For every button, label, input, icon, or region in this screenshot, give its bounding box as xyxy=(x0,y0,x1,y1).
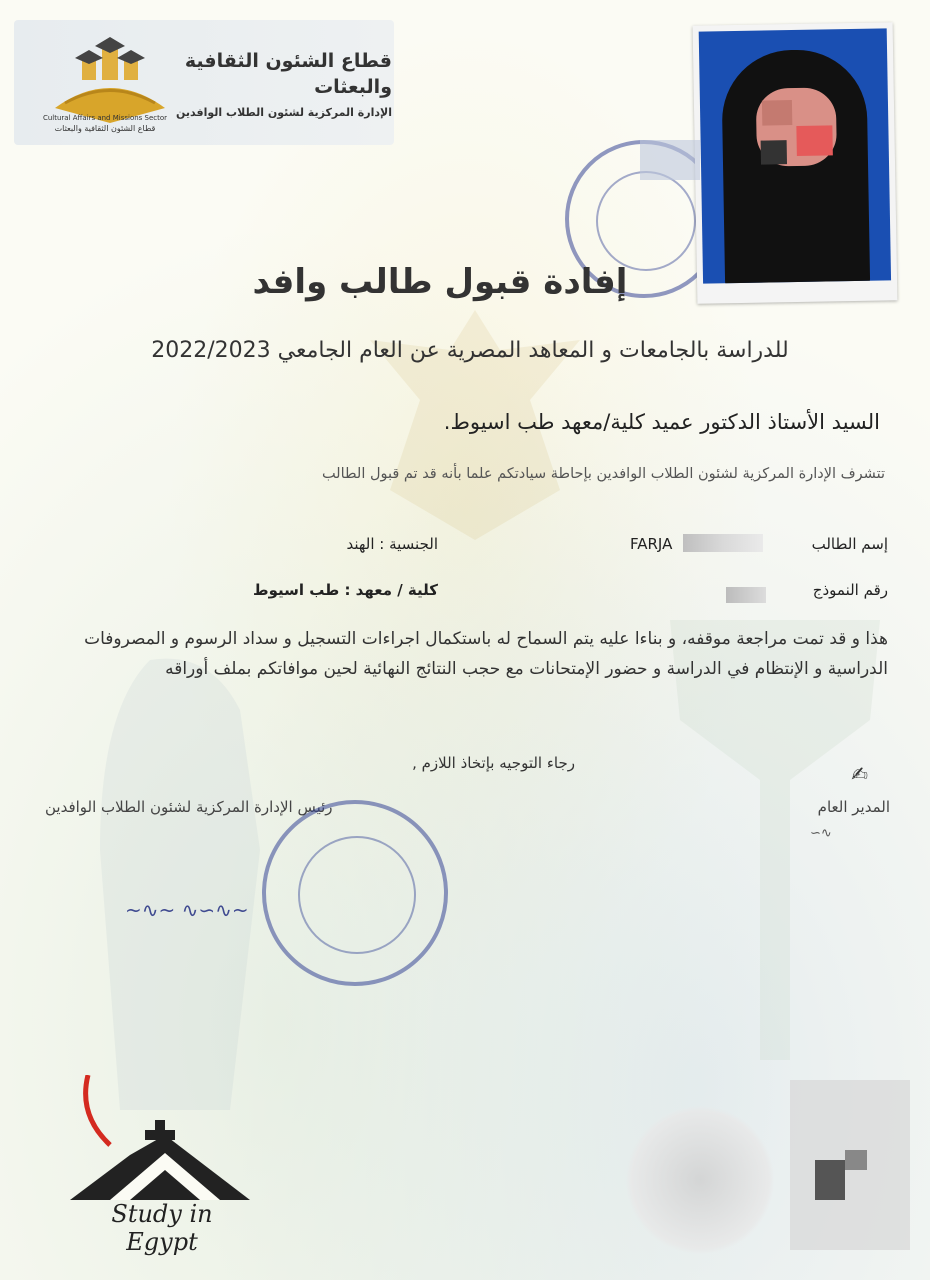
org-title xyxy=(172,48,392,100)
official-stamp-bottom xyxy=(262,800,448,986)
stamp-eagle-icon xyxy=(596,171,696,271)
signature-scribble-icon: ✍ xyxy=(851,762,868,786)
central-head-title: رئيس الإدارة المركزية لشئون الطلاب الوافدين xyxy=(45,798,333,816)
signature-mark-icon: ∽∿ xyxy=(810,826,832,841)
general-manager-title: المدير العام xyxy=(817,798,890,816)
stamp-eagle-icon xyxy=(298,836,416,954)
photo-pixel-block xyxy=(762,100,792,126)
faculty-field: كلية / معهد : طب اسيوط xyxy=(253,581,438,599)
student-name-value: FARJA xyxy=(630,535,673,553)
study-in-egypt-brand: Study in Egypt xyxy=(111,1200,213,1256)
model-number-redaction-block xyxy=(726,587,766,603)
name-redaction-block xyxy=(683,534,763,552)
logo-caption-ar: قطاع الشئون الثقافية والبعثات xyxy=(54,124,156,133)
request-line: رجاء التوجيه بإتخاذ اللازم , xyxy=(412,754,575,772)
redaction-block xyxy=(640,140,700,180)
handwritten-signature-icon: ~∿~ ∿∽∿~ xyxy=(125,898,249,922)
org-title-line2: والبعثات xyxy=(314,76,392,98)
photo-pixel-block xyxy=(761,140,787,164)
photo-content xyxy=(699,28,891,283)
addressee-line: السيد الأستاذ الدكتور عميد كلية/معهد طب اسيوط. xyxy=(443,410,880,434)
photo-pixel-block xyxy=(796,125,833,156)
nationality-field: الجنسية : الهند xyxy=(346,535,438,553)
student-photo xyxy=(693,22,898,303)
intro-line: تتشرف الإدارة المركزية لشئون الطلاب الوافدين بإحاطة سيادتكم علما بأنه قد تم قبول الطالب xyxy=(321,466,885,482)
document-title: إفادة قبول طالب وافد xyxy=(252,262,628,302)
photo-figure xyxy=(721,49,870,284)
logo-caption-en: Cultural Affairs and Missions Sector xyxy=(42,114,168,122)
org-title-line1: قطاع الشئون الثقافية xyxy=(184,50,392,72)
document-subtitle: للدراسة بالجامعات و المعاهد المصرية عن العام الجامعي 2022/2023 xyxy=(151,338,789,363)
org-subtitle: الإدارة المركزية لشئون الطلاب الوافدين xyxy=(176,106,392,119)
redaction-block xyxy=(815,1160,845,1200)
model-number-label: رقم النموذج xyxy=(812,581,888,599)
body-paragraph: هذا و قد تمت مراجعة موقفه، و بناءا عليه يتم السماح له باستكمال اجراءات التسجيل و سداد الرسوم و المصروفات الدراسية و الإنتظام في الدراسة و حضور الإمتحانات مع حجب النتائج النهائية لحين موافاتكم بملف أوراقه xyxy=(84,629,888,679)
embossed-seal-icon xyxy=(625,1105,775,1255)
student-name-label: إسم الطالب xyxy=(811,535,888,553)
redaction-block xyxy=(845,1150,867,1170)
